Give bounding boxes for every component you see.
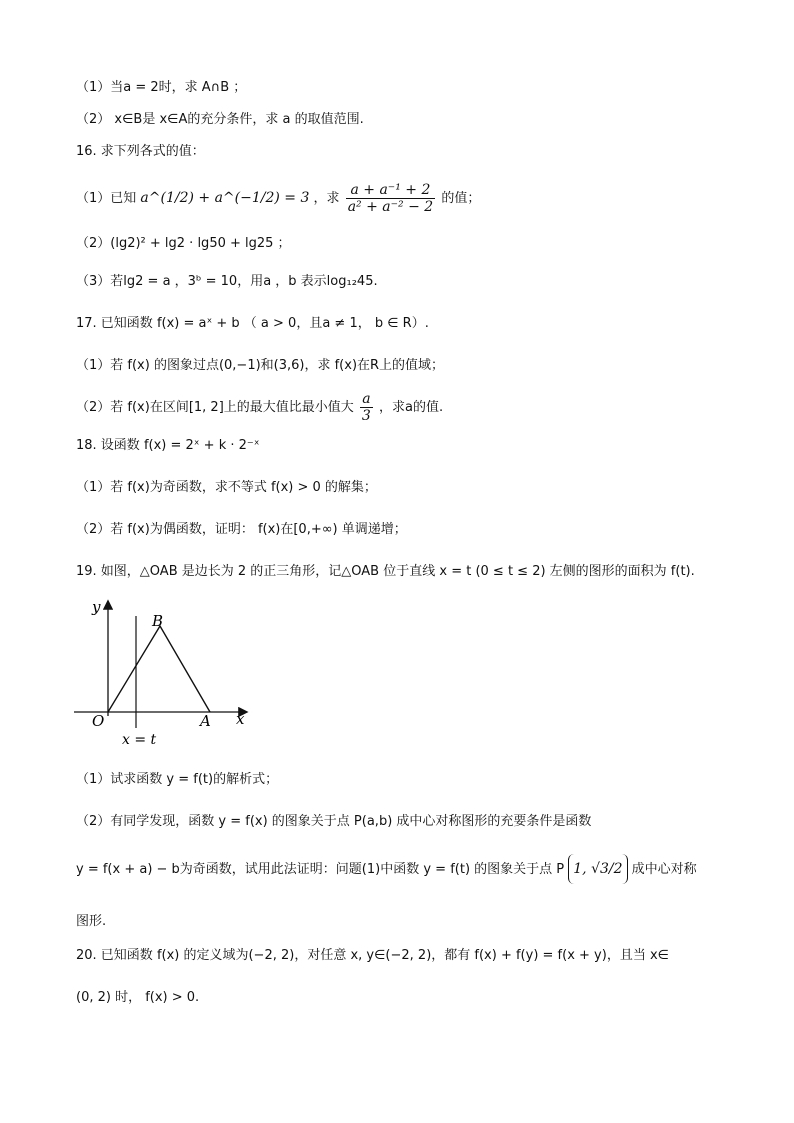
q16-part1-ask: ，求 <box>313 191 340 206</box>
triangle-oab <box>108 626 210 712</box>
q16-part1-prefix: （1）已知 <box>76 191 137 206</box>
q18-title: 18. 设函数 f(x) = 2ˣ + k · 2⁻ˣ <box>76 438 260 453</box>
point-p-value: 1, √3/2 <box>573 861 623 877</box>
q17-part2-fraction <box>360 391 373 424</box>
q20-title-cont: (0, 2) 时， f(x) > 0. <box>76 990 200 1005</box>
q20-title: 20. 已知函数 f(x) 的定义域为(−2, 2)，对任意 x, y∈(−2, 2)，都有 f(x) + f(y) = f(x + y)，且当 x∈ <box>76 948 669 963</box>
q16-title: 16. 求下列各式的值： <box>76 144 205 159</box>
q16-part3: （3）若lg2 = a ，3ᵇ = 10，用a ，b 表示log₁₂45. <box>76 274 378 289</box>
q16-part1 <box>76 180 480 216</box>
q15-part1: （1）当a = 2时，求 A∩B ； <box>76 80 247 95</box>
q16-part2: （2）(lg2)² + lg2 · lg50 + lg25 ； <box>76 236 291 251</box>
label-x-equals-t: x = t <box>122 732 157 748</box>
point-p-coords <box>568 854 627 884</box>
q16-part1-fraction <box>346 182 435 215</box>
q18-part2: （2）若 f(x)为偶函数，证明： f(x)在[0,+∞) 单调递增； <box>76 522 407 537</box>
q19-part2-end: 图形. <box>76 914 107 929</box>
fraction-numerator: a <box>360 391 373 408</box>
q17-part1: （1）若 f(x) 的图象过点(0,−1)和(3,6)，求 f(x)在R上的值域； <box>76 358 445 373</box>
fraction-denominator: a² + a⁻² − 2 <box>347 199 434 215</box>
q18-part1: （1）若 f(x)为奇函数，求不等式 f(x) > 0 的解集； <box>76 480 377 495</box>
label-b: B <box>152 612 164 630</box>
q19-part2: （2）有同学发现，函数 y = f(x) 的图象关于点 P(a,b) 成中心对称图形的充要条件是函数 <box>76 814 592 829</box>
q17-part2-suffix: ，求a的值. <box>378 400 444 415</box>
q19-part2-cont <box>76 852 697 888</box>
q19-part1: （1）试求函数 y = f(t)的解析式； <box>76 772 279 787</box>
q16-part1-given: a^(1/2) + a^(−1/2) = 3 <box>140 190 310 206</box>
q19-title: 19. 如图，△OAB 是边长为 2 的正三角形，记△OAB 位于直线 x = t (0 ≤ t ≤ 2) 左侧的图形的面积为 f(t). <box>76 564 695 579</box>
q17-title: 17. 已知函数 f(x) = aˣ + b （ a > 0，且a ≠ 1， b ∈ R）. <box>76 316 429 331</box>
q19-part2-suffix: 成中心对称 <box>631 862 697 877</box>
label-o: O <box>92 712 105 730</box>
label-x: x <box>236 710 245 728</box>
label-y: y <box>92 598 101 616</box>
q17-part2 <box>76 388 443 428</box>
label-a: A <box>200 712 211 730</box>
q19-part2-main: y = f(x + a) − b为奇函数，试用此法证明：问题(1)中函数 y = f(t) 的图象关于点 P <box>76 862 565 877</box>
fraction-numerator: a + a⁻¹ + 2 <box>346 182 435 199</box>
fraction-denominator: 3 <box>361 408 371 424</box>
q16-part1-suffix: 的值； <box>441 191 481 206</box>
q15-part2: （2） x∈B是 x∈A的充分条件，求 a 的取值范围. <box>76 112 364 127</box>
triangle-figure <box>70 596 260 752</box>
q17-part2-prefix: （2）若 f(x)在区间[1, 2]上的最大值比最小值大 <box>76 400 354 415</box>
